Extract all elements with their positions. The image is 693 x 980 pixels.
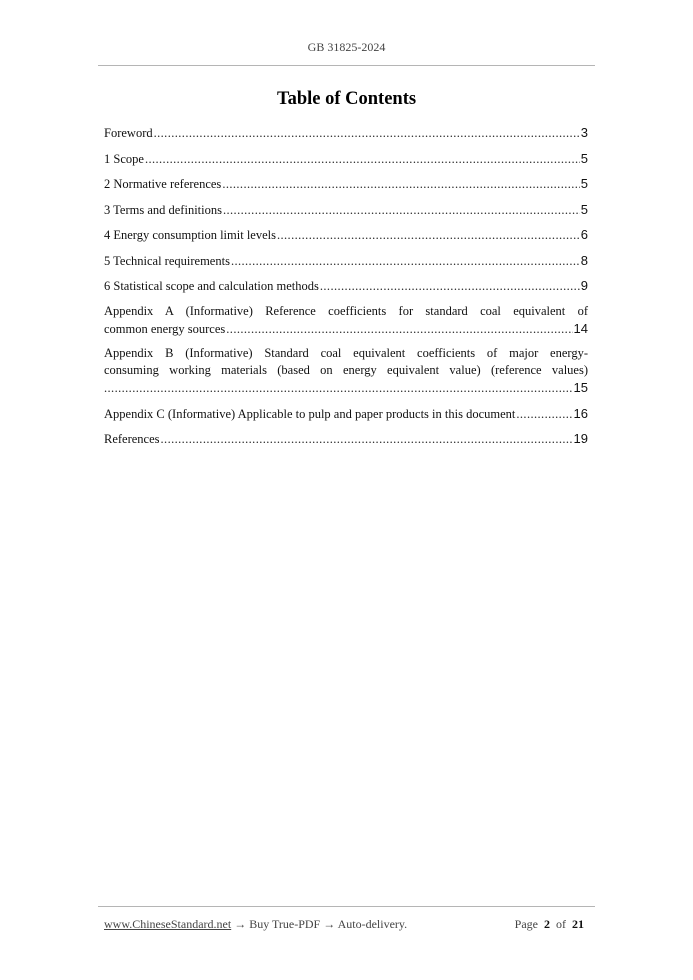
toc-entry-label: References [104,432,160,446]
toc-entry-label-line1: Appendix A (Informative) Reference coefficients for standard coal equivalent of [104,303,588,318]
dot-leader [222,176,579,193]
site-link[interactable]: www.ChineseStandard.net [104,917,232,931]
toc-entry-page: 8 [580,252,588,268]
toc-entry-page: 14 [573,320,588,336]
toc-entry-appendix-c[interactable] [104,405,588,422]
dot-leader [277,227,580,244]
arrow-icon: → [320,917,338,931]
toc-entry-label: 4 Energy consumption limit levels [104,228,276,242]
total-pages: 21 [572,917,584,931]
toc-entry-technical-requirements[interactable] [104,252,588,269]
page-header [0,40,693,55]
arrow-icon: → [231,917,250,931]
footer-promo [104,917,407,932]
page-label: Page [514,917,538,931]
delivery-text: Auto-delivery. [337,917,408,931]
toc-entry-page: 5 [580,150,588,166]
dot-leader [154,125,580,142]
dot-leader [231,253,580,270]
toc-title: Table of Contents [276,89,417,109]
toc-entry-page: 16 [573,405,588,421]
dot-leader [145,151,580,168]
toc-entry-label: 1 Scope [104,151,144,166]
footer-divider [98,906,595,907]
toc-entry-scope[interactable] [104,150,588,167]
dot-leader [104,380,573,397]
toc-entry-label: 3 Terms and definitions [104,202,222,217]
current-page: 2 [544,917,550,931]
toc-entry-energy-limit-levels[interactable] [104,226,588,243]
dot-leader [320,278,580,295]
toc-entry-references[interactable] [104,430,588,447]
page-number [515,917,584,932]
buy-pdf-text: Buy True-PDF [249,917,321,931]
toc-entry-page: 3 [580,125,588,140]
toc-entry-label-line1: Appendix B (Informative) Standard coal equivalent coefficients of major energy- [104,346,588,360]
toc-entry-page: 5 [580,176,588,191]
dot-leader [516,406,572,423]
toc-entry-appendix-b[interactable] [104,345,588,396]
toc-entry-normative-references[interactable] [104,175,588,192]
toc-entry-page: 9 [580,278,588,293]
toc-entry-statistical-scope[interactable] [104,277,588,294]
toc-entry-appendix-a[interactable] [104,303,588,337]
toc-entry-label: 5 Technical requirements [104,253,230,268]
toc-entry-page: 19 [573,431,588,446]
toc-entry-page: 15 [573,380,588,395]
toc-entry-label: 2 Normative references [104,177,222,191]
toc-entry-label-line2: common energy sources [104,321,226,336]
toc-entry-page: 6 [580,227,588,242]
of-label: of [556,917,566,931]
dot-leader [161,431,573,448]
toc-entry-label: 6 Statistical scope and calculation methods [104,279,319,293]
header-divider [98,65,595,66]
dot-leader [223,202,580,219]
toc-entry-terms-definitions[interactable] [104,201,588,218]
dot-leader [226,321,572,338]
toc-entry-page: 5 [580,201,588,217]
table-of-contents [104,124,588,456]
toc-entry-foreword[interactable] [104,124,588,141]
document-id: GB 31825-2024 [307,40,386,54]
toc-entry-label: Appendix C (Informative) Applicable to pulp and paper products in this document [104,406,516,421]
toc-entry-label: Foreword [104,126,153,140]
toc-entry-label-line2: consuming working materials (based on energy equivalent value) (reference values) [104,363,588,377]
